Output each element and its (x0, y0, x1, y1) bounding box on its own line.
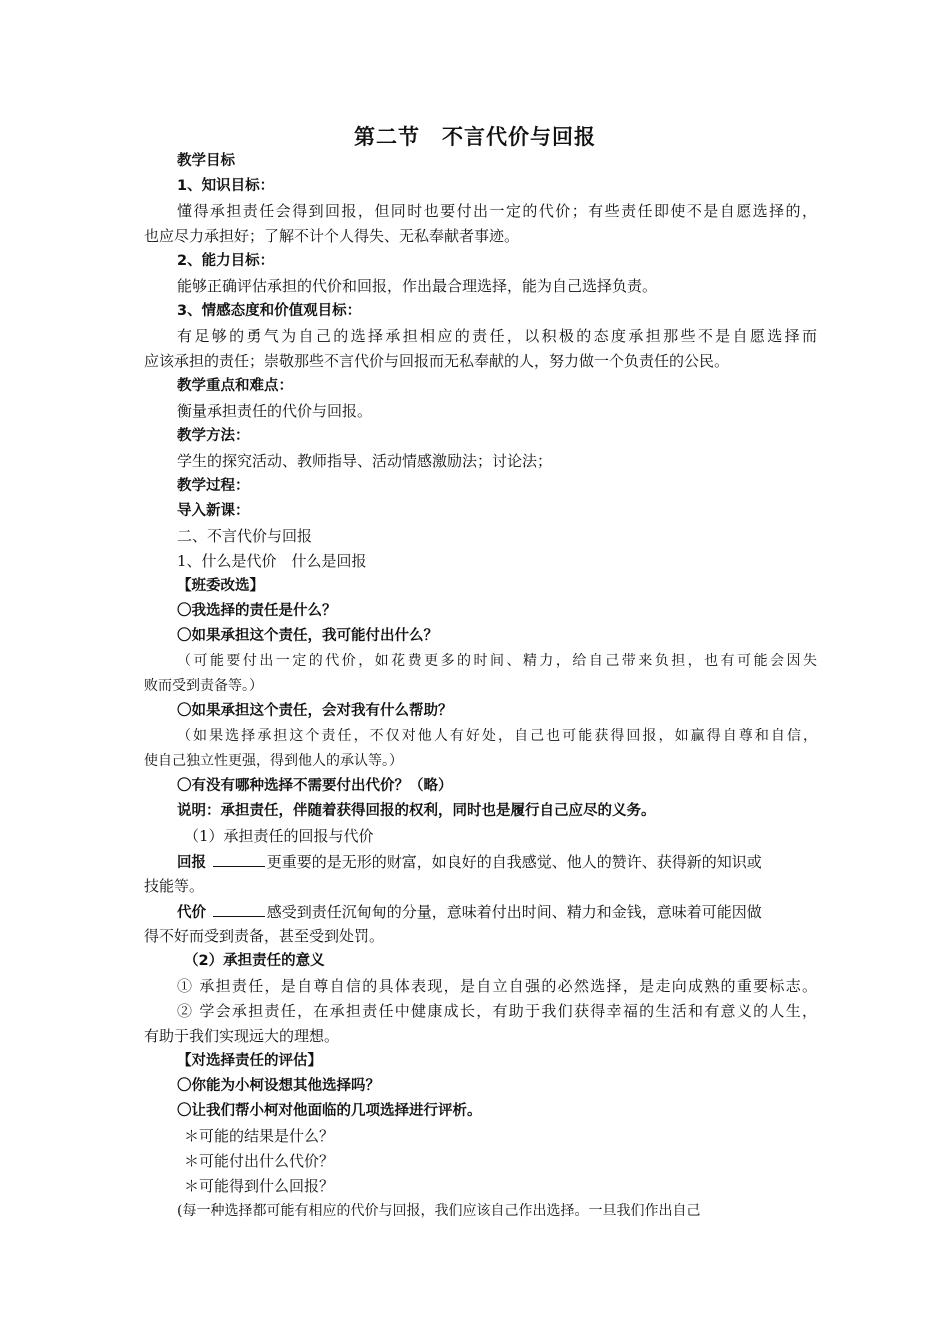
answer-line: （可能要付出一定的代价，如花费更多的时间、精力，给自己带来负担，也有可能会因失 (177, 653, 817, 669)
answer-line: 败而受到责备等。） (144, 678, 263, 694)
question-line: 〇让我们帮小柯对他面临的几项选择进行评析。 (177, 1103, 482, 1119)
heading-process: 教学过程： (177, 478, 250, 494)
cost-label: 代价 (177, 905, 206, 921)
answer-line: （如果选择承担这个责任，不仅对他人有好处，自己也可能获得回报，如赢得自尊和自信， (177, 728, 817, 744)
page-title: 第二节 不言代价与回报 (354, 125, 596, 149)
heading-teaching-goals: 教学目标 (177, 153, 235, 169)
paragraph-line: 学生的探究活动、教师指导、活动情感激励法；讨论法； (177, 452, 553, 470)
activity-heading: 【对选择责任的评估】 (177, 1053, 322, 1069)
fill-blank (213, 901, 265, 917)
question-line: 〇我选择的责任是什么？ (177, 603, 337, 619)
paragraph-line: 懂得承担责任会得到回报，但同时也要付出一定的代价；有些责任即使不是自愿选择的， (177, 202, 817, 220)
subsection-heading: （1）承担责任的回报与代价 (184, 827, 374, 845)
paragraph-line: 有足够的勇气为自己的选择承担相应的责任，以积极的态度承担那些不是自愿选择而 (177, 327, 817, 345)
fill-blank (213, 851, 265, 867)
paragraph-line: 衡量承担责任的代价与回报。 (177, 402, 373, 420)
paragraph-line: 应该承担的责任；崇敬那些不言代价与回报而无私奉献的人，努力做一个负责任的公民。 (144, 352, 730, 370)
section-heading: 二、不言代价与回报 (177, 527, 313, 545)
note-line: 说明：承担责任，伴随着获得回报的权利，同时也是履行自己应尽的义务。 (177, 803, 656, 819)
bullet-line: ＊可能付出什么代价？ (184, 1152, 335, 1170)
paragraph-line: 能够正确评估承担的代价和回报，作出最合理选择，能为自己选择负责。 (177, 277, 658, 295)
paragraph-line: ① 承担责任，是自尊自信的具体表现，是自立自强的必然选择，是走向成熟的重要标志。 (177, 977, 817, 995)
bullet-line: ＊可能的结果是什么？ (184, 1127, 335, 1145)
question-line: 〇如果承担这个责任，会对我有什么帮助？ (177, 703, 453, 719)
paragraph-line: 得不好而受到责备，甚至受到处罚。 (144, 927, 385, 945)
activity-heading: 【班委改选】 (177, 578, 264, 594)
heading-ability-goal: 2、能力目标： (177, 253, 275, 269)
paragraph-line: (每一种选择都可能有相应的代价与回报，我们应该自己作出选择。一旦我们作出自己 (177, 1203, 701, 1219)
cost-text: 感受到责任沉甸甸的分量，意味着付出时间、精力和金钱，意味着可能因做 (266, 903, 762, 921)
paragraph-line: ② 学会承担责任，在承担责任中健康成长，有助于我们获得幸福的生活和有意义的人生， (177, 1002, 817, 1020)
bullet-line: ＊可能得到什么回报？ (184, 1177, 335, 1195)
question-line: 〇如果承担这个责任，我可能付出什么？ (177, 628, 438, 644)
heading-key-points: 教学重点和难点： (177, 378, 293, 394)
question-line: 〇你能为小柯设想其他选择吗？ (177, 1078, 380, 1094)
subsection-heading: 1、什么是代价 什么是回报 (177, 552, 367, 570)
paragraph-line-reward (177, 851, 817, 873)
answer-line: 使自己独立性更强，得到他人的承认等。） (144, 753, 403, 769)
heading-attitude-goal: 3、情感态度和价值观目标： (177, 303, 362, 319)
heading-intro: 导入新课： (177, 503, 250, 519)
question-line: 〇有没有哪种选择不需要付出代价？（略） (177, 778, 453, 794)
paragraph-line: 技能等。 (144, 877, 205, 895)
heading-knowledge-goal: 1、知识目标： (177, 178, 275, 194)
reward-label: 回报 (177, 855, 206, 871)
subsection-heading: （2）承担责任的意义 (184, 953, 325, 969)
heading-methods: 教学方法： (177, 428, 250, 444)
reward-text: 更重要的是无形的财富，如良好的自我感觉、他人的赞许、获得新的知识或 (266, 853, 762, 871)
paragraph-line-cost (177, 901, 817, 923)
paragraph-line: 有助于我们实现远大的理想。 (144, 1027, 340, 1045)
paragraph-line: 也应尽力承担好；了解不计个人得失、无私奉献者事迹。 (144, 227, 520, 245)
